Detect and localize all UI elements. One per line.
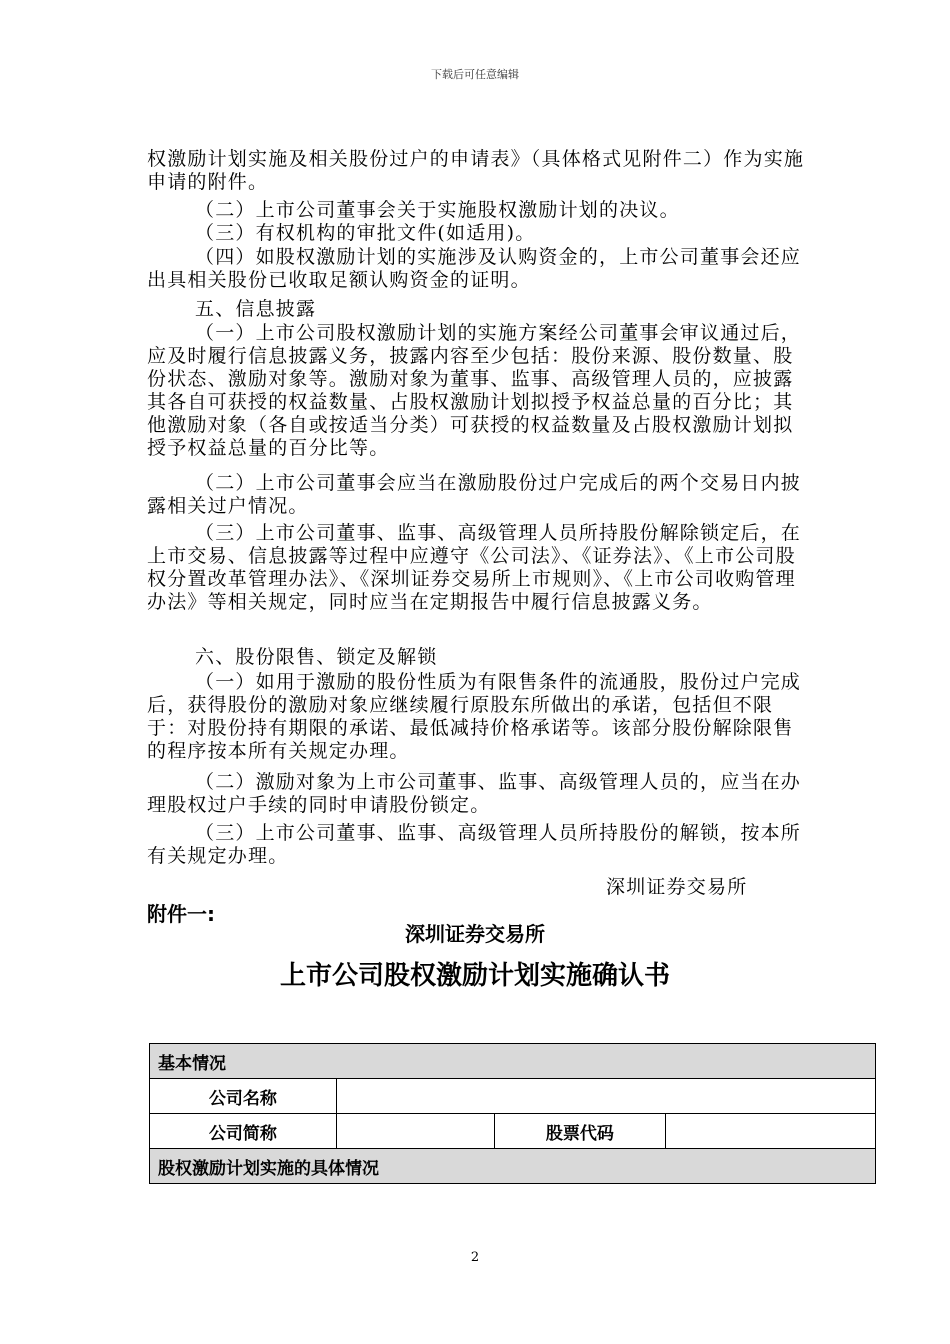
form-title: 上市公司股权激励计划实施确认书 xyxy=(279,961,670,991)
company-name-field[interactable] xyxy=(336,1079,875,1114)
paragraph-8: （一）如用于激励的股份性质为有限售条件的流通股，股份过户完成后，获得股份的激励对象应继续履行原股东所做出的承诺，包括但不限于：对股份持有期限的承诺、最低减持价格承诺等。该部分股份解除限售的程序按本所有关规定办理。 xyxy=(147,671,802,762)
paragraph-3: （三）有权机构的审批文件(如适用)。 xyxy=(195,222,536,244)
paragraph-5: （一）上市公司股权激励计划的实施方案经公司董事会审议通过后，应及时履行信息披露义务，披露内容至少包括：股份来源、股份数量、股份状态、激励对象等。激励对象为董事、监事、高级管理人员的，应披露其各自可获授的权益数量、占股权激励计划拟授予权益总量的百分比；其他激励对象（各自或按适当分类）可获授的权益数量及占股权激励计划拟授予权益总量的百分比等。 xyxy=(147,322,802,459)
signature: 深圳证券交易所 xyxy=(606,876,748,898)
stock-code-label: 股票代码 xyxy=(494,1114,666,1149)
paragraph-1: 权激励计划实施及相关股份过户的申请表》（具体格式见附件二）作为实施申请的附件。 xyxy=(147,148,805,193)
page-number: 2 xyxy=(470,1250,480,1265)
paragraph-7: （三）上市公司董事、监事、高级管理人员所持股份解除锁定后，在上市交易、信息披露等过程中应遵守《公司法》、《证券法》、《上市公司股权分置改革管理办法》、《深圳证券交易所上市规则》、《上市公司收购管理办法》等相关规定，同时应当在定期报告中履行信息披露义务。 xyxy=(147,522,802,613)
basic-info-heading: 基本情况 xyxy=(150,1044,876,1079)
paragraph-6: （二）上市公司董事会应当在激励股份过户完成后的两个交易日内披露相关过户情况。 xyxy=(147,472,802,517)
table-row xyxy=(150,1149,876,1184)
section-heading-5: 五、信息披露 xyxy=(195,298,317,320)
confirmation-form-table xyxy=(149,1043,876,1184)
company-short-field[interactable] xyxy=(336,1114,494,1149)
stock-code-field[interactable] xyxy=(666,1114,876,1149)
section-heading-6: 六、股份限售、锁定及解锁 xyxy=(195,646,438,668)
paragraph-9: （二）激励对象为上市公司董事、监事、高级管理人员的，应当在办理股权过户手续的同时申请股份锁定。 xyxy=(147,771,802,816)
company-name-label: 公司名称 xyxy=(150,1079,337,1114)
paragraph-4: （四）如股权激励计划的实施涉及认购资金的，上市公司董事会还应出具相关股份已收取足额认购资金的证明。 xyxy=(147,246,802,291)
detail-section-heading: 股权激励计划实施的具体情况 xyxy=(150,1149,876,1184)
table-row xyxy=(150,1114,876,1149)
table-row xyxy=(150,1079,876,1114)
paragraph-2: （二）上市公司董事会关于实施股权激励计划的决议。 xyxy=(195,199,680,221)
header-note: 下载后可任意编辑 xyxy=(431,68,519,81)
attachment-label: 附件一: xyxy=(147,902,215,926)
company-short-label: 公司简称 xyxy=(150,1114,337,1149)
paragraph-10: （三）上市公司董事、监事、高级管理人员所持股份的解锁，按本所有关规定办理。 xyxy=(147,822,802,867)
org-title: 深圳证券交易所 xyxy=(405,922,545,946)
table-row xyxy=(150,1044,876,1079)
